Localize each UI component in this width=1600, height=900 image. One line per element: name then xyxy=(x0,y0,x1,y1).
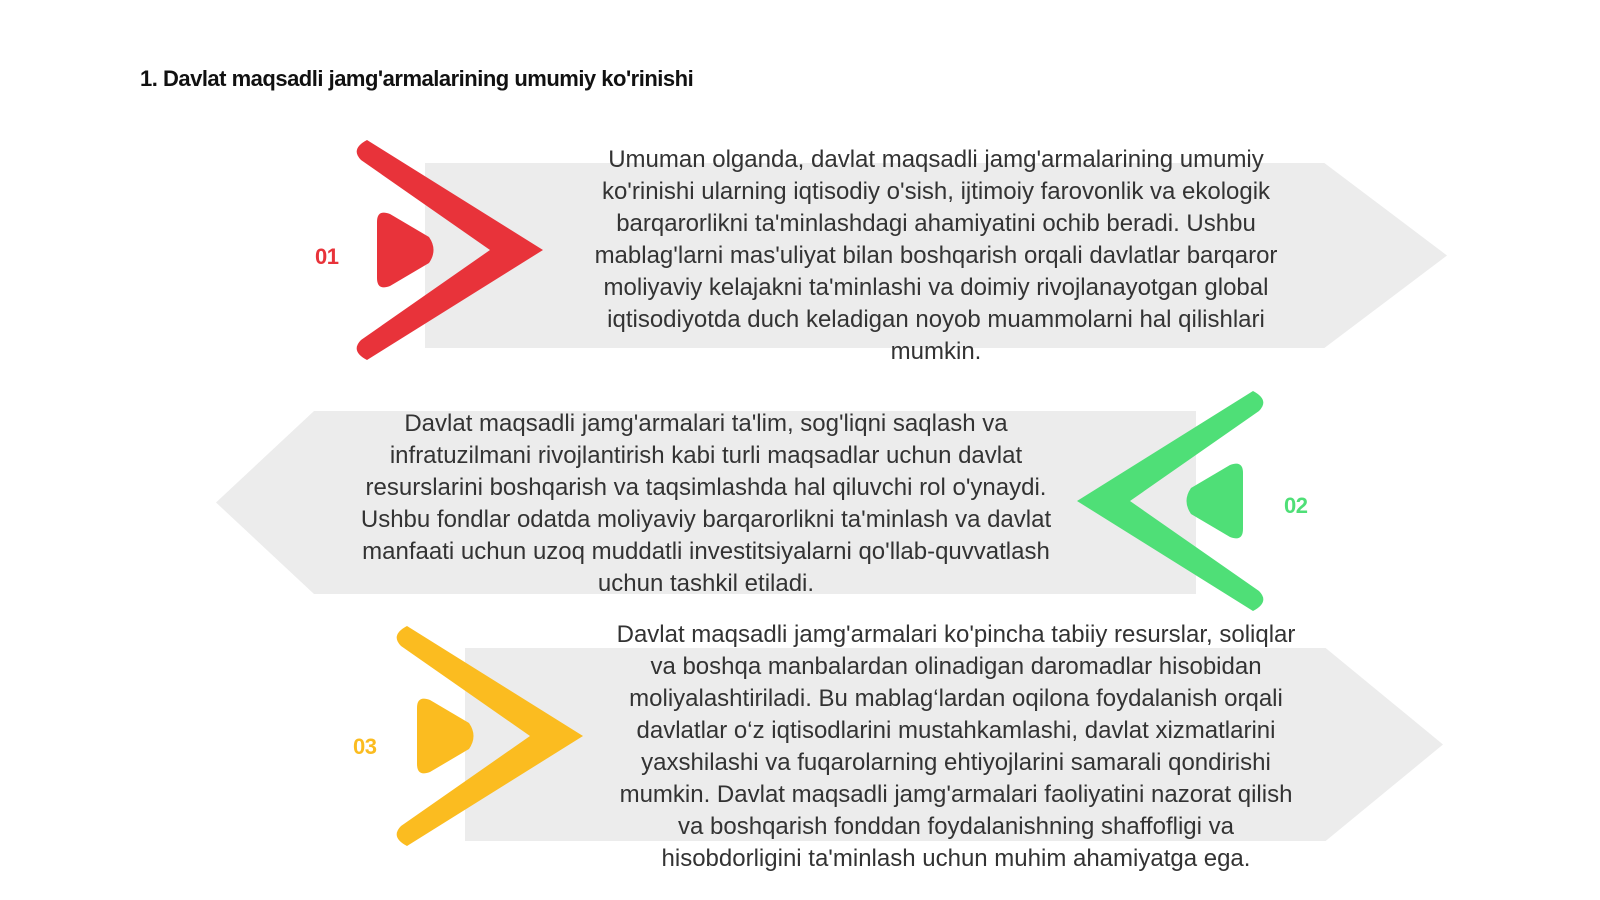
step-1-text xyxy=(556,144,1316,368)
step-1-chevron-icon xyxy=(345,137,550,363)
step-3-number: 03 xyxy=(353,734,377,759)
step-1-line: mablag'larni mas'uliyat bilan boshqarish orqali davlatlar barqaror xyxy=(594,242,1278,269)
step-1-number: 01 xyxy=(315,244,339,269)
step-3-line: davlatlar o‘z iqtisodlarini mustahkamlashi, davlat xizmatlarini xyxy=(636,717,1276,744)
step-3-line: moliyalashtiriladi. Bu mablag‘lardan oqilona foydalanish orqali xyxy=(629,685,1283,712)
step-1-line: mumkin. xyxy=(890,338,982,365)
step-3-chevron-icon xyxy=(385,623,590,849)
step-3-line: va boshqa manbalardan olinadigan daromadlar hisobidan xyxy=(650,653,1262,680)
step-3-line: va boshqarish fonddan foydalanishning shaffofligi va xyxy=(678,813,1234,840)
step-3-text xyxy=(576,619,1336,875)
step-2-line: Ushbu fondlar odatda moliyaviy barqarorlikni ta'minlash va davlat xyxy=(360,506,1052,533)
step-2-number: 02 xyxy=(1284,493,1308,518)
step-2-line: infratuzilmani rivojlantirish kabi turli maqsadlar uchun davlat xyxy=(389,442,1023,469)
step-2-line: Davlat maqsadli jamg'armalari ta'lim, sog'liqni saqlash va xyxy=(404,410,1008,437)
step-3-line: mumkin. Davlat maqsadli jamg'armalari faoliyatini nazorat qilish xyxy=(619,781,1293,808)
step-2-line: uchun tashkil etiladi. xyxy=(597,570,815,597)
step-1-line: Umuman olganda, davlat maqsadli jamg'armalarining umumiy xyxy=(608,146,1264,173)
step-1-line: moliyaviy kelajakni ta'minlashi va doimiy rivojlanayotgan global xyxy=(603,274,1269,301)
step-2-chevron-icon xyxy=(1070,388,1275,614)
step-2-line: resurslarini boshqarish va taqsimlashda hal qiluvchi rol o'ynaydi. xyxy=(365,474,1047,501)
step-1-line: barqarorlikni ta'minlashdagi ahamiyatini ochib beradi. Ushbu xyxy=(616,210,1256,237)
step-3-line: Davlat maqsadli jamg'armalari ko'pincha tabiiy resurslar, soliqlar xyxy=(616,621,1296,648)
step-1-line: ko'rinishi ularning iqtisodiy o'sish, ijtimoiy farovonlik va ekologik xyxy=(601,178,1271,205)
step-3-line: hisobdorligini ta'minlash uchun muhim ahamiyatga ega. xyxy=(661,845,1251,872)
step-1-line: iqtisodiyotda duch keladigan noyob muammolarni hal qilishlari xyxy=(607,306,1265,333)
slide-title: 1. Davlat maqsadli jamg'armalarining umumiy ko'rinishi xyxy=(140,66,694,91)
step-3-line: yaxshilashi va fuqarolarning ehtiyojlarini samarali qondirishi xyxy=(641,749,1271,776)
step-2-text xyxy=(318,408,1094,600)
step-2-line: manfaati uchun uzoq muddatli investitsiyalarni qo'llab-quvvatlash xyxy=(362,538,1050,565)
